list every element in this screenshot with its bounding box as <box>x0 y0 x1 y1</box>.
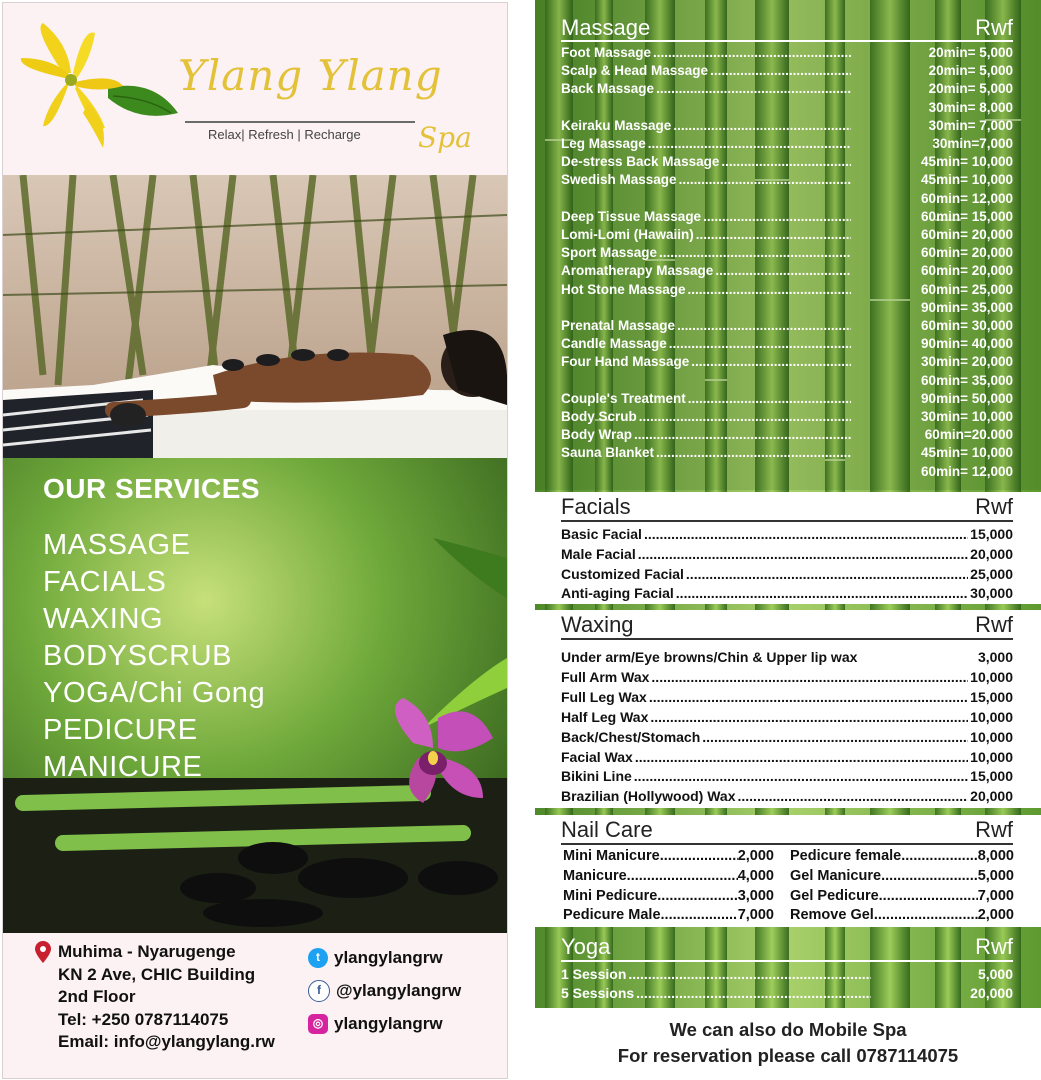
leader-dots <box>644 526 968 542</box>
item-name: Facial Wax <box>561 748 633 765</box>
nail-price-row <box>790 907 1014 923</box>
item-price: 10,000 <box>970 668 1013 685</box>
leader-dots <box>660 848 738 864</box>
massage-rule <box>561 40 1013 42</box>
item-price: 20min= 5,000 <box>928 45 1013 60</box>
price-row <box>561 729 1013 745</box>
leader-dots <box>634 768 968 784</box>
item-price: 45min= 10,000 <box>921 154 1013 170</box>
right-panel <box>535 0 1041 1080</box>
brand-divider <box>185 121 415 123</box>
leader-dots <box>688 391 851 406</box>
price-row <box>561 649 1013 665</box>
item-name: Keiraku Massage <box>561 117 672 133</box>
price-row <box>561 227 1013 242</box>
leader-dots <box>691 354 851 369</box>
item-name: Remove Gel <box>790 907 874 924</box>
item-name: Gel Manicure <box>790 867 882 884</box>
item-name: Pedicure Male <box>563 907 661 924</box>
price-row <box>561 118 1013 133</box>
item-name: Customized Facial <box>561 565 684 582</box>
leader-dots <box>638 546 968 562</box>
item-name: De-stress Back Massage <box>561 154 720 170</box>
item-price: 30min= 8,000 <box>928 99 1013 115</box>
price-row <box>561 409 1013 424</box>
leader-dots <box>635 749 968 765</box>
social-block <box>308 941 461 1040</box>
twitter-handle: ylangylangrw <box>334 948 443 967</box>
item-price: 8,000 <box>977 848 1014 864</box>
facebook-handle: @ylangylangrw <box>336 981 462 1000</box>
leader-dots <box>627 868 738 884</box>
facials-title: Facials <box>561 494 631 519</box>
facials-currency: Rwf <box>975 494 1013 519</box>
price-row <box>561 669 1013 685</box>
price-row <box>561 464 1013 479</box>
nail-price-row <box>563 888 774 904</box>
facials-header <box>561 495 1013 519</box>
waxing-header <box>561 613 1013 637</box>
yoga-header <box>561 935 1013 959</box>
item-price: 60min= 20,000 <box>921 227 1013 242</box>
item-name: Brazilian (Hollywood) Wax <box>561 788 736 805</box>
item-price: 60min= 12,000 <box>921 463 1013 479</box>
address-line: 2nd Floor <box>58 987 136 1006</box>
item-price: 60min= 12,000 <box>921 190 1013 206</box>
nail-price-row <box>563 848 774 864</box>
item-name: Back/Chest/Stomach <box>561 728 701 745</box>
item-price: 30min= 7,000 <box>928 117 1013 133</box>
item-name: Bikini Line <box>561 768 632 785</box>
leader-dots <box>881 868 978 884</box>
price-row <box>561 354 1013 369</box>
service-item: MASSAGE <box>43 529 191 561</box>
item-price: 90min= 40,000 <box>921 336 1013 352</box>
item-price: 7,000 <box>977 887 1014 904</box>
footer-box <box>535 1008 1041 1080</box>
price-row <box>561 526 1013 542</box>
item-price: 2,000 <box>737 848 774 864</box>
price-row <box>561 154 1013 169</box>
item-price: 5,000 <box>977 867 1014 884</box>
brand-name: Ylang Ylang <box>178 51 443 100</box>
leader-dots <box>650 709 968 725</box>
services-title: OUR SERVICES <box>43 473 261 504</box>
service-item: WAXING <box>43 603 164 635</box>
leader-dots <box>702 729 968 745</box>
item-price: 20min= 5,000 <box>928 81 1013 97</box>
item-price: 30min= 10,000 <box>921 409 1013 424</box>
instagram-icon: ◎ <box>308 1014 328 1034</box>
price-row <box>561 191 1013 206</box>
leader-dots <box>648 136 851 151</box>
location-pin-icon <box>35 941 51 963</box>
waxing-currency: Rwf <box>975 612 1013 637</box>
item-name: Pedicure female <box>790 848 902 864</box>
price-row <box>561 749 1013 765</box>
leader-dots <box>703 209 851 224</box>
item-name: Deep Tissue Massage <box>561 208 702 224</box>
item-name: Half Leg Wax <box>561 708 649 725</box>
ylang-flower-icon <box>13 18 183 153</box>
item-name: Four Hand Massage <box>561 354 690 370</box>
item-price: 20,000 <box>970 545 1013 562</box>
price-row <box>561 985 1013 1001</box>
price-row <box>561 263 1013 278</box>
leader-dots <box>721 154 851 169</box>
yoga-rule <box>561 960 1013 962</box>
service-item: PEDICURE <box>43 714 198 746</box>
nail-price-row <box>790 868 1014 884</box>
price-row <box>561 566 1013 582</box>
item-name: Sauna Blanket <box>561 445 655 461</box>
reservation-text: For reservation please call 0787114075 <box>617 1045 959 1066</box>
item-price: 20,000 <box>970 984 1013 1001</box>
nail-rule <box>561 843 1013 845</box>
leader-dots <box>656 445 851 460</box>
instagram-row[interactable] <box>308 1007 461 1040</box>
logo-area <box>3 3 507 173</box>
price-row <box>561 546 1013 562</box>
email-text: Email: info@ylangylang.rw <box>58 1032 275 1051</box>
service-item: YOGA/Chi Gong <box>43 677 266 709</box>
leader-dots <box>661 907 738 923</box>
item-name: Aromatherapy Massage <box>561 263 714 279</box>
price-row <box>561 373 1013 388</box>
service-item: MANICURE <box>43 751 203 783</box>
item-price: 3,000 <box>737 887 774 904</box>
nail-header <box>561 818 1013 842</box>
price-row <box>561 45 1013 60</box>
massage-currency: Rwf <box>975 15 1013 40</box>
leader-dots <box>696 227 851 242</box>
nail-currency: Rwf <box>975 817 1013 842</box>
item-name: Full Leg Wax <box>561 688 647 705</box>
item-price: 10,000 <box>970 748 1013 765</box>
item-name: Leg Massage <box>561 136 646 151</box>
address-block <box>58 941 275 1054</box>
leader-dots <box>634 427 851 442</box>
item-price: 5,000 <box>977 966 1013 982</box>
item-name: Mini Manicure <box>563 848 660 864</box>
waxing-rule <box>561 638 1013 640</box>
item-price: 60min= 35,000 <box>921 372 1013 388</box>
price-row <box>561 245 1013 260</box>
price-row <box>561 172 1013 187</box>
yoga-title: Yoga <box>561 934 611 959</box>
mobile-spa-text: We can also do Mobile Spa <box>669 1019 907 1040</box>
item-price: 15,000 <box>970 768 1013 785</box>
leader-dots <box>636 985 871 1001</box>
price-row <box>561 336 1013 351</box>
item-price: 30min=7,000 <box>932 136 1013 151</box>
nail-price-row <box>790 888 1014 904</box>
item-price: 15,000 <box>970 526 1013 542</box>
price-row <box>561 391 1013 406</box>
leader-dots <box>710 63 851 78</box>
leader-dots <box>679 172 851 187</box>
price-row <box>561 966 1013 982</box>
leader-dots <box>653 45 851 60</box>
item-price: 10,000 <box>970 708 1013 725</box>
item-name: Back Massage <box>561 81 655 97</box>
item-name: Basic Facial <box>561 526 642 542</box>
address-line: Muhima - Nyarugenge <box>58 942 236 961</box>
item-price: 45min= 10,000 <box>921 172 1013 188</box>
leader-dots <box>686 566 968 582</box>
leader-dots <box>879 888 978 904</box>
service-item: FACIALS <box>43 566 167 598</box>
leader-dots <box>639 409 851 424</box>
item-name: Body Wrap <box>561 427 633 443</box>
massage-header <box>561 16 1013 40</box>
price-row <box>561 81 1013 96</box>
item-name: Couple's Treatment <box>561 390 686 406</box>
price-row <box>561 585 1013 601</box>
item-name: Scalp & Head Massage <box>561 63 709 79</box>
item-price: 60min= 15,000 <box>921 208 1013 224</box>
leader-dots <box>657 888 737 904</box>
leader-dots <box>628 966 871 982</box>
item-name: Lomi-Lomi (Hawaiin) <box>561 227 694 242</box>
facebook-row[interactable] <box>308 974 461 1007</box>
price-row <box>561 282 1013 297</box>
item-price: 60min= 20,000 <box>921 245 1013 261</box>
item-price: 2,000 <box>977 907 1014 924</box>
item-name: Manicure <box>563 867 627 884</box>
item-price: 20,000 <box>970 788 1013 805</box>
item-name: Under arm/Eye browns/Chin & Upper lip wax <box>561 649 858 665</box>
hot-stone-photo <box>3 175 507 460</box>
item-price: 60min= 20,000 <box>921 263 1013 279</box>
item-name: 1 Session <box>561 966 627 982</box>
price-row <box>561 427 1013 442</box>
brand-tagline: Relax| Refresh | Recharge <box>208 127 361 142</box>
item-name: Full Arm Wax <box>561 668 650 685</box>
leader-dots <box>656 81 851 96</box>
item-price: 60min= 25,000 <box>921 281 1013 297</box>
nail-title: Nail Care <box>561 817 653 842</box>
price-row <box>561 209 1013 224</box>
item-name: 5 Sessions <box>561 984 635 1001</box>
leader-dots <box>649 689 968 705</box>
price-row <box>561 788 1013 804</box>
leader-dots <box>715 263 851 278</box>
price-row <box>561 63 1013 78</box>
price-row <box>561 709 1013 725</box>
item-price: 90min= 50,000 <box>921 390 1013 406</box>
item-name: Prenatal Massage <box>561 318 676 333</box>
item-price: 10,000 <box>970 728 1013 745</box>
leader-dots <box>874 907 978 923</box>
nail-price-row <box>790 848 1014 864</box>
price-row <box>561 136 1013 151</box>
price-row <box>561 100 1013 115</box>
item-name: Male Facial <box>561 545 636 562</box>
instagram-handle: ylangylangrw <box>334 1014 443 1033</box>
item-name: Body Scrub <box>561 409 637 424</box>
price-row <box>561 768 1013 784</box>
item-price: 90min= 35,000 <box>921 299 1013 315</box>
leader-dots <box>651 669 968 685</box>
twitter-row[interactable] <box>308 941 461 974</box>
price-row <box>561 689 1013 705</box>
massage-title: Massage <box>561 15 651 40</box>
item-price: 25,000 <box>970 565 1013 582</box>
services-list <box>43 527 265 786</box>
item-name: Hot Stone Massage <box>561 281 686 297</box>
facials-rule <box>561 520 1013 522</box>
item-name: Foot Massage <box>561 45 652 60</box>
yoga-currency: Rwf <box>975 934 1013 959</box>
nail-price-row <box>563 868 774 884</box>
item-price: 3,000 <box>977 649 1013 665</box>
leader-dots <box>659 245 851 260</box>
address-line: KN 2 Ave, CHIC Building <box>58 964 256 984</box>
item-name: Anti-aging Facial <box>561 585 674 602</box>
item-price: 45min= 10,000 <box>921 445 1013 461</box>
leader-dots <box>673 118 851 133</box>
brand-spa: Spa <box>418 121 472 154</box>
twitter-icon: t <box>308 948 328 968</box>
price-row <box>561 300 1013 315</box>
leader-dots <box>677 318 851 333</box>
price-row <box>561 445 1013 460</box>
item-price: 20min= 5,000 <box>928 63 1013 79</box>
leader-dots <box>901 848 977 864</box>
item-price: 30min= 20,000 <box>921 354 1013 370</box>
item-price: 60min= 30,000 <box>921 318 1013 333</box>
leader-dots <box>676 585 968 601</box>
item-name: Mini Pedicure <box>563 887 658 904</box>
item-price: 15,000 <box>970 688 1013 705</box>
leader-dots <box>669 336 851 351</box>
item-price: 30,000 <box>970 585 1013 602</box>
item-price: 7,000 <box>737 907 774 924</box>
contact-area <box>3 933 507 1078</box>
phone-text: Tel: +250 0787114075 <box>58 1009 229 1029</box>
service-item: BODYSCRUB <box>43 640 233 672</box>
item-name: Gel Pedicure <box>790 887 879 904</box>
item-name: Swedish Massage <box>561 172 677 188</box>
leader-dots <box>738 788 969 804</box>
item-price: 4,000 <box>737 867 774 884</box>
item-price: 60min=20.000 <box>924 427 1013 443</box>
nail-price-row <box>563 907 774 923</box>
waxing-title: Waxing <box>561 612 634 637</box>
left-panel <box>2 2 508 1079</box>
leader-dots <box>688 282 851 297</box>
item-name: Sport Massage <box>561 245 658 261</box>
facebook-icon: f <box>308 980 330 1002</box>
item-name: Candle Massage <box>561 336 667 352</box>
price-row <box>561 318 1013 333</box>
